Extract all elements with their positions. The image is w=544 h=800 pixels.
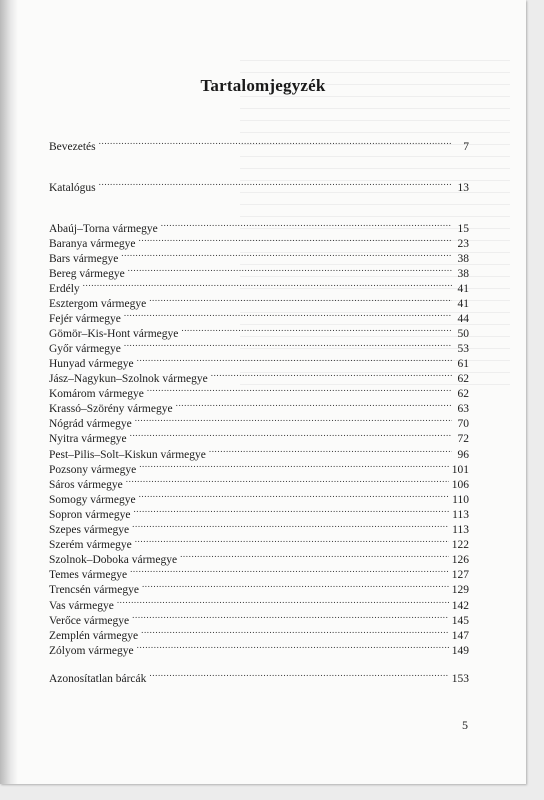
toc-entry-label: Bevezetés xyxy=(49,141,96,153)
toc-entry-page: 13 xyxy=(457,182,469,194)
toc-entry-label: Bars vármegye xyxy=(49,253,119,265)
toc-entry-label: Fejér vármegye xyxy=(49,313,121,325)
toc-entry xyxy=(49,233,469,250)
toc-entry-page: 38 xyxy=(457,268,469,280)
toc-entry-label: Esztergom vármegye xyxy=(49,298,147,310)
toc-entry xyxy=(49,177,469,194)
toc-entry xyxy=(49,504,469,521)
leader-dots xyxy=(99,136,452,150)
leader-dots xyxy=(149,293,452,307)
toc-entry-page: 110 xyxy=(452,494,469,506)
toc-entry-label: Baranya vármegye xyxy=(49,238,136,250)
toc-entry-label: Katalógus xyxy=(49,182,96,194)
leader-dots xyxy=(161,218,452,232)
toc-entry xyxy=(49,474,469,491)
toc-entry xyxy=(49,368,469,385)
toc-entry-label: Komárom vármegye xyxy=(49,388,144,400)
toc-entry xyxy=(49,564,469,581)
toc-entry-page: 72 xyxy=(457,433,469,445)
toc-entry-page: 129 xyxy=(451,584,469,596)
toc-entry-page: 147 xyxy=(451,630,469,642)
toc-entry-page: 70 xyxy=(457,418,469,430)
leader-dots xyxy=(126,474,449,488)
toc-entry xyxy=(49,579,469,596)
toc-entry-page: 7 xyxy=(463,141,469,153)
leader-dots xyxy=(133,504,449,518)
toc-entry-label: Szerém vármegye xyxy=(49,539,132,551)
toc-entry-page: 145 xyxy=(451,615,469,627)
toc-entry-page: 113 xyxy=(452,524,469,536)
toc-entry-page: 50 xyxy=(457,328,469,340)
leader-dots xyxy=(135,413,452,427)
toc-entry-page: 126 xyxy=(451,554,469,566)
toc-entry-label: Jász–Nagykun–Szolnok vármegye xyxy=(49,373,208,385)
toc-entry-label: Verőce vármegye xyxy=(49,615,130,627)
toc-entry-label: Sopron vármegye xyxy=(49,509,131,521)
leader-dots xyxy=(180,549,449,563)
toc-entry-label: Vas vármegye xyxy=(49,600,114,612)
page-number: 5 xyxy=(462,718,468,732)
toc-entry-label: Szepes vármegye xyxy=(49,524,130,536)
leader-dots xyxy=(99,177,452,191)
leader-dots xyxy=(130,564,449,578)
page-gutter-shadow xyxy=(0,0,18,784)
toc-entry xyxy=(49,549,469,566)
toc-entry-page: 149 xyxy=(451,645,469,657)
toc-entry-label: Szolnok–Doboka vármegye xyxy=(49,554,178,566)
toc-entry-page: 41 xyxy=(457,298,469,310)
toc-entry-label: Krassó–Szörény vármegye xyxy=(49,403,173,415)
toc-entry-page: 44 xyxy=(457,313,469,325)
toc-entry-page: 127 xyxy=(451,569,469,581)
toc-entry xyxy=(49,308,469,325)
toc-entry-label: Abaúj–Torna vármegye xyxy=(49,223,158,235)
toc-entry xyxy=(49,459,469,476)
leader-dots xyxy=(139,459,449,473)
leader-dots xyxy=(137,353,452,367)
toc-entry xyxy=(49,413,469,430)
toc-entry-page: 142 xyxy=(451,600,469,612)
leader-dots xyxy=(141,625,449,639)
toc-entry-page: 15 xyxy=(457,223,469,235)
toc-entry xyxy=(49,534,469,551)
toc-entry-page: 38 xyxy=(457,253,469,265)
page-title: Tartalomjegyzék xyxy=(200,76,326,95)
leader-dots xyxy=(132,610,449,624)
toc-entry xyxy=(49,428,469,445)
leader-dots xyxy=(137,640,449,654)
toc-entry xyxy=(49,595,469,612)
toc-entry-page: 23 xyxy=(457,238,469,250)
toc-entry-label: Nyitra vármegye xyxy=(49,433,127,445)
toc-entry-label: Pozsony vármegye xyxy=(49,464,137,476)
toc-entry xyxy=(49,293,469,310)
toc-entry-page: 106 xyxy=(451,479,469,491)
toc-entry xyxy=(49,383,469,400)
leader-dots xyxy=(124,308,452,322)
leader-dots xyxy=(135,534,449,548)
leader-dots xyxy=(132,519,449,533)
toc-entry xyxy=(49,353,469,370)
toc-entry xyxy=(49,668,469,685)
leader-dots xyxy=(128,263,452,277)
toc-entry xyxy=(49,640,469,657)
toc-entry xyxy=(49,489,469,506)
toc-entry-page: 41 xyxy=(457,283,469,295)
leader-dots xyxy=(211,368,452,382)
toc-entry-label: Sáros vármegye xyxy=(49,479,123,491)
toc-entry-label: Azonosítatlan bárcák xyxy=(49,673,147,685)
toc-entry xyxy=(49,263,469,280)
leader-dots xyxy=(124,338,452,352)
toc-entry xyxy=(49,338,469,355)
toc-entry-label: Bereg vármegye xyxy=(49,268,125,280)
toc-entry-label: Hunyad vármegye xyxy=(49,358,134,370)
leader-dots xyxy=(176,398,452,412)
toc-entry-page: 122 xyxy=(451,539,469,551)
toc-entry-page: 61 xyxy=(457,358,469,370)
leader-dots xyxy=(83,278,452,292)
toc-entry xyxy=(49,398,469,415)
toc-entry xyxy=(49,444,469,461)
toc-entry-page: 62 xyxy=(457,373,469,385)
toc-entry-label: Trencsén vármegye xyxy=(49,584,139,596)
leader-dots xyxy=(117,595,449,609)
leader-dots xyxy=(209,444,452,458)
leader-dots xyxy=(139,489,450,503)
toc-entry-page: 101 xyxy=(451,464,469,476)
leader-dots xyxy=(149,668,448,682)
toc-entry-label: Pest–Pilis–Solt–Kiskun vármegye xyxy=(49,449,206,461)
toc-entry xyxy=(49,625,469,642)
leader-dots xyxy=(130,428,452,442)
toc-entry-label: Somogy vármegye xyxy=(49,494,136,506)
toc-entry-page: 53 xyxy=(457,343,469,355)
toc-entry-label: Gömör–Kis-Hont vármegye xyxy=(49,328,179,340)
toc-entry-page: 153 xyxy=(451,673,469,685)
leader-dots xyxy=(142,579,449,593)
toc-entry-label: Győr vármegye xyxy=(49,343,121,355)
toc-entry-label: Erdély xyxy=(49,283,80,295)
leader-dots xyxy=(181,323,452,337)
toc-entry-page: 62 xyxy=(457,388,469,400)
leader-dots xyxy=(147,383,452,397)
toc-entry-page: 63 xyxy=(457,403,469,415)
toc-entry-label: Zemplén vármegye xyxy=(49,630,139,642)
toc-entry-label: Temes vármegye xyxy=(49,569,128,581)
toc-entry-page: 113 xyxy=(452,509,469,521)
toc-entry xyxy=(49,248,469,265)
toc-entry xyxy=(49,610,469,627)
toc-entry-label: Nógrád vármegye xyxy=(49,418,132,430)
toc-entry xyxy=(49,519,469,536)
toc-entry xyxy=(49,278,469,295)
toc-entry xyxy=(49,218,469,235)
toc-entry-page: 96 xyxy=(457,449,469,461)
toc-entry xyxy=(49,323,469,340)
leader-dots xyxy=(121,248,452,262)
toc-entry-label: Zólyom vármegye xyxy=(49,645,134,657)
toc-entry xyxy=(49,136,469,153)
leader-dots xyxy=(139,233,452,247)
